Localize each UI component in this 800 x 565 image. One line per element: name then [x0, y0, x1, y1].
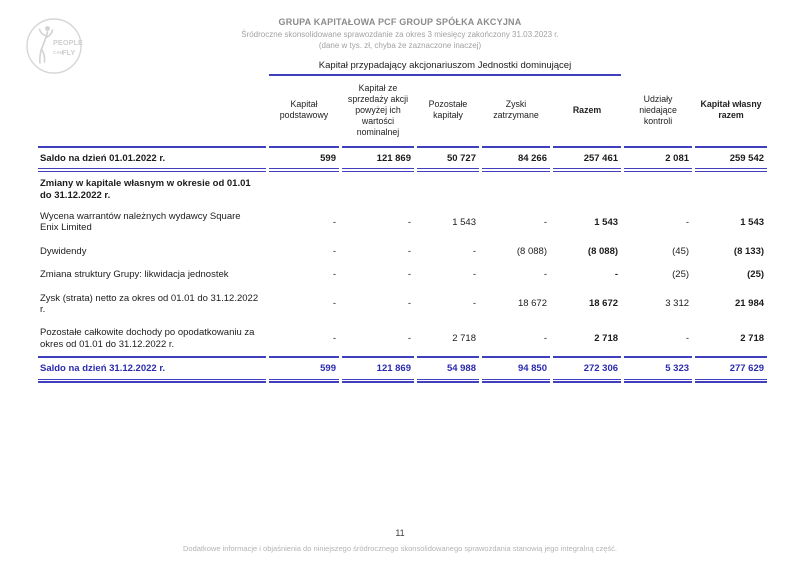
cell-value: -: [407, 216, 411, 228]
cell-value: 2 081: [624, 146, 692, 172]
table-bottom-rule-segment: [342, 380, 414, 383]
cell-value: -: [472, 269, 476, 281]
units-note: (dane w tys. zł, chyba że zaznaczone inaczej): [318, 41, 482, 50]
cell-value: -: [332, 298, 336, 310]
group-header-spacer: [38, 60, 266, 76]
table-row: [38, 287, 767, 322]
cell-value: 2 718: [740, 333, 765, 345]
row-label: Zysk (strata) netto za okres od 01.01 do 31.12.2022 r.: [40, 292, 259, 316]
cell-value: -: [472, 298, 476, 310]
table-bottom-rule: [38, 380, 767, 383]
row-label: Wycena warrantów należnych wydawcy Square Enix Limited: [40, 211, 241, 234]
cell-value: (8 088): [516, 245, 547, 257]
cell-value: -: [407, 298, 411, 310]
cell-value: -: [407, 333, 411, 345]
cell-value: [269, 172, 339, 205]
row-label: Saldo na dzień 31.12.2022 r.: [38, 356, 266, 379]
cell-value: 5 323: [624, 356, 692, 379]
table-row: [38, 172, 767, 205]
cell-value: (8 133): [733, 245, 765, 257]
cell-value: -: [543, 216, 547, 228]
logo-text-can: CAN: [53, 50, 63, 55]
table-bottom-rule-segment: [482, 380, 550, 383]
group-header-row: [38, 60, 767, 76]
cell-value: 1 543: [740, 216, 765, 228]
row-label: Dywidendy: [40, 245, 87, 257]
cell-value: 54 988: [417, 356, 479, 379]
cell-value: [417, 172, 479, 205]
cell-value: -: [332, 269, 336, 281]
cell-value: -: [543, 333, 547, 345]
cell-value: [553, 172, 621, 205]
table-row: [38, 205, 767, 240]
report-subtitle: Śródroczne skonsolidowane sprawozdanie za okres 3 miesięcy zakończony 31.03.2023 r.: [241, 30, 559, 39]
cell-value: [342, 172, 414, 205]
cell-value: 121 869: [342, 146, 414, 172]
cell-value: -: [543, 269, 547, 281]
cell-value: 121 869: [342, 356, 414, 379]
cell-value: -: [614, 269, 619, 281]
cell-value: 1 543: [594, 216, 619, 228]
column-header: Pozostałe kapitały: [428, 99, 468, 121]
table-bottom-rule-segment: [624, 380, 692, 383]
row-label: Zmiana struktury Grupy: likwidacja jednostek: [40, 269, 229, 281]
column-header: Kapitał własny razem: [700, 99, 762, 121]
cell-value: -: [407, 269, 411, 281]
cell-value: 257 461: [553, 146, 621, 172]
cell-value: 272 306: [553, 356, 621, 379]
cell-value: -: [332, 216, 336, 228]
column-header-row: [38, 76, 767, 146]
table-row: [38, 263, 767, 286]
cell-value: 94 850: [482, 356, 550, 379]
group-header: Kapitał przypadający akcjonariuszom Jednostki dominującej: [269, 60, 621, 76]
table-bottom-rule-segment: [553, 380, 621, 383]
cell-value: 2 718: [452, 333, 476, 345]
cell-value: 84 266: [482, 146, 550, 172]
table-row: [38, 321, 767, 356]
column-header: Kapitał ze sprzedaży akcji powyżej ich wartości nominalnej: [347, 83, 409, 137]
cell-value: [695, 172, 767, 205]
cell-value: (25): [747, 269, 765, 281]
table-bottom-rule-segment: [269, 380, 339, 383]
equity-changes-table: [35, 60, 770, 383]
cell-value: 2 718: [594, 333, 619, 345]
label-column-header: [38, 76, 266, 146]
cell-value: -: [332, 333, 336, 345]
cell-value: [482, 172, 550, 205]
cell-value: 3 312: [665, 298, 690, 310]
cell-value: 18 672: [588, 298, 619, 310]
cell-value: (45): [672, 245, 690, 257]
cell-value: 1 543: [452, 216, 476, 228]
row-label: Saldo na dzień 01.01.2022 r.: [38, 146, 266, 172]
table-body: [38, 146, 767, 383]
company-name: GRUPA KAPITAŁOWA PCF GROUP SPÓŁKA AKCYJNA: [278, 17, 522, 27]
cell-value: -: [685, 216, 690, 228]
report-header: [0, 17, 800, 50]
table-bottom-rule-segment: [417, 380, 479, 383]
cell-value: 599: [269, 356, 339, 379]
column-header: Zyski zatrzymane: [493, 99, 539, 121]
cell-value: (25): [672, 269, 690, 281]
group-header-spacer: [624, 60, 767, 76]
cell-value: 277 629: [695, 356, 767, 379]
cell-value: 18 672: [517, 298, 547, 310]
cell-value: 259 542: [695, 146, 767, 172]
table-row: [38, 356, 767, 379]
cell-value: 50 727: [417, 146, 479, 172]
logo-text-fly: FLY: [62, 48, 76, 57]
cell-value: 599: [269, 146, 339, 172]
logo-text-people: PEOPLE: [53, 38, 83, 47]
column-header: Kapitał podstawowy: [279, 99, 329, 121]
table-head: [38, 60, 767, 146]
cell-value: (8 088): [587, 245, 619, 257]
table-row: [38, 240, 767, 263]
cell-value: -: [685, 333, 690, 345]
row-label: Zmiany w kapitale własnym w okresie od 01.01 do 31.12.2022 r.: [40, 178, 251, 201]
cell-value: [624, 172, 692, 205]
row-label: Pozostałe całkowite dochody po opodatkowaniu za okres od 01.01 do 31.12.2022 r.: [40, 327, 255, 350]
cell-value: -: [472, 245, 476, 257]
footer-note: Dodatkowe informacje i objaśnienia do niniejszego śródrocznego skonsolidowanego sprawozdania stanowią jego integralną część.: [182, 544, 617, 553]
column-header: Razem: [572, 104, 602, 115]
table-row: [38, 146, 767, 172]
cell-value: -: [407, 245, 411, 257]
cell-value: 21 984: [734, 298, 765, 310]
column-header: Udziały niedające kontroli: [639, 93, 677, 126]
page-number: 11: [395, 528, 405, 538]
cell-value: -: [332, 245, 336, 257]
table-bottom-rule-segment: [695, 380, 767, 383]
table-bottom-rule-segment: [38, 380, 266, 383]
